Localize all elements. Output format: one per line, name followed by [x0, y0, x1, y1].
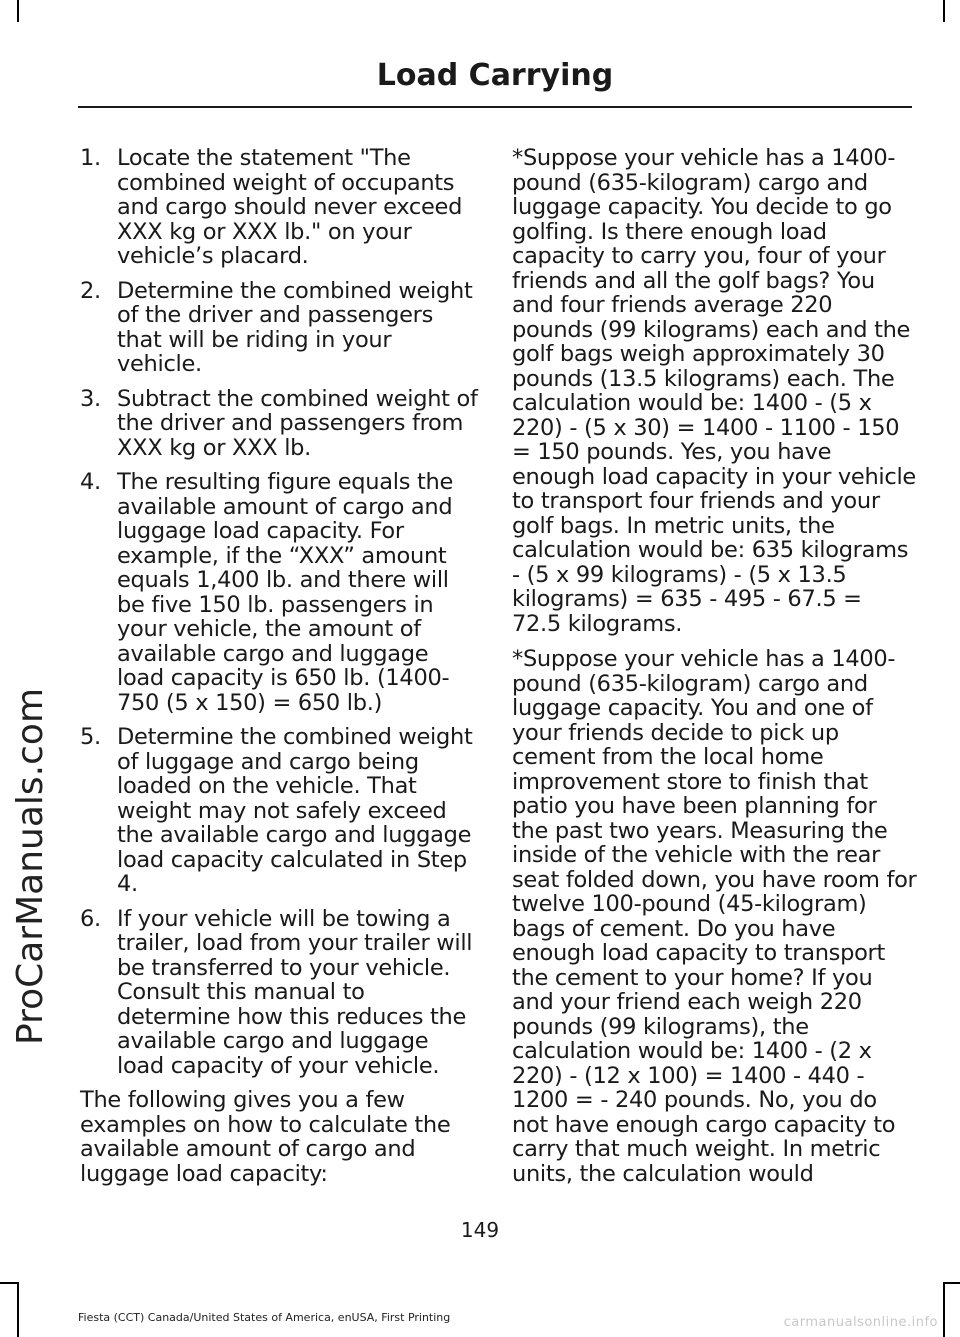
page-number: 149 [460, 1218, 500, 1242]
step-text: The resulting figure equals the available amount of cargo and luggage load capacity. For example, if the “XXX” amount equals 1,400 lb. and there will be five 150 lb. passengers in your vehicle, the amount of available cargo and luggage load capacity is 650 lb. (1400-750 (5 x 150) = 650 lb.) [117, 469, 453, 716]
sidebar-site-name: ProCarManuals.com [10, 687, 51, 1045]
crop-mark-top-right [943, 0, 945, 22]
intro-paragraph: The following gives you a few examples on how to calculate the available amount of cargo and luggage load capacity: [80, 1087, 451, 1187]
crop-mark-top-left [17, 0, 19, 22]
right-column [512, 146, 917, 1197]
header-divider [78, 106, 912, 108]
crop-mark-bottom-left-h [0, 1282, 19, 1284]
list-item [80, 387, 480, 461]
watermark: carmanualsonline.info [783, 1315, 938, 1330]
step-text: Subtract the combined weight of the driver and passengers from XXX kg or XXX lb. [117, 385, 478, 461]
crop-mark-bottom-right-v [943, 1283, 945, 1337]
example-paragraph-cement: *Suppose your vehicle has a 1400-pound (635-kilogram) cargo and luggage capacity. You and one of your friends decide to pick up cement from the local home improvement store to finish that patio you have been planning for the past two years. Measuring the inside of the vehicle with the rear seat folded down, you have room for twelve 100-pound (45-kilogram) bags of cement. Do you have enough load capacity to transport the cement to your home? If you and your friend each weigh 220 pounds (99 kilograms), the calculation would be: 1400 - (2 x 220) - (12 x 100) = 1400 - 440 - 1200 = - 240 pounds. No, you do not have enough cargo capacity to carry that much weight. In metric units, the calculation would [512, 646, 917, 1187]
step-number: 6. [80, 905, 101, 932]
step-number: 1. [80, 145, 101, 171]
example-paragraph-golf: *Suppose your vehicle has a 1400-pound (635-kilogram) cargo and luggage capacity. You decide to go golfing. Is there enough load capacity to carry you, four of your friends and all the golf bags? You and four friends average 220 pounds (99 kilograms) each and the golf bags weigh approximately 30 pounds (13.5 kilograms) each. The calculation would be: 1400 - (5 x 220) - (5 x 30) = 1400 - 1100 - 150 = 150 pounds. Yes, you have enough load capacity in your vehicle to transport four friends and your golf bags. In metric units, the calculation would be: 635 kilograms - (5 x 99 kilograms) - (5 x 13.5 kilograms) = 635 - 495 - 67.5 = 72.5 kilograms. [512, 145, 916, 637]
crop-mark-bottom-left-v [17, 1283, 19, 1337]
step-text: Determine the combined weight of the driver and passengers that will be riding in your vehicle. [117, 277, 473, 377]
step-number: 2. [80, 277, 101, 304]
step-number: 3. [80, 385, 101, 412]
step-text: If your vehicle will be towing a trailer, load from your trailer will be transferred to your vehicle. Consult this manual to determine how this reduces the available cargo and luggage load capacity of your vehicle. [117, 905, 473, 1079]
list-item [80, 907, 480, 1079]
step-number: 4. [80, 469, 101, 495]
crop-mark-bottom-right-h [943, 1282, 960, 1284]
list-item [80, 279, 480, 377]
list-item [80, 725, 480, 897]
step-text: Determine the combined weight of luggage and cargo being loaded on the vehicle. That weight may not safely exceed the available cargo and luggage load capacity calculated in Step 4. [117, 724, 473, 897]
list-item [80, 470, 480, 715]
footer-edition: Fiesta (CCT) Canada/United States of America, enUSA, First Printing [78, 1311, 451, 1324]
steps-list [80, 146, 480, 1078]
step-text: Locate the statement "The combined weight of occupants and cargo should never exceed XXX kg or XXX lb." on your vehicle’s placard. [117, 145, 463, 269]
step-number: 5. [80, 724, 101, 750]
page-title: Load Carrying [376, 58, 614, 93]
list-item [80, 146, 480, 269]
left-column [80, 146, 480, 1197]
